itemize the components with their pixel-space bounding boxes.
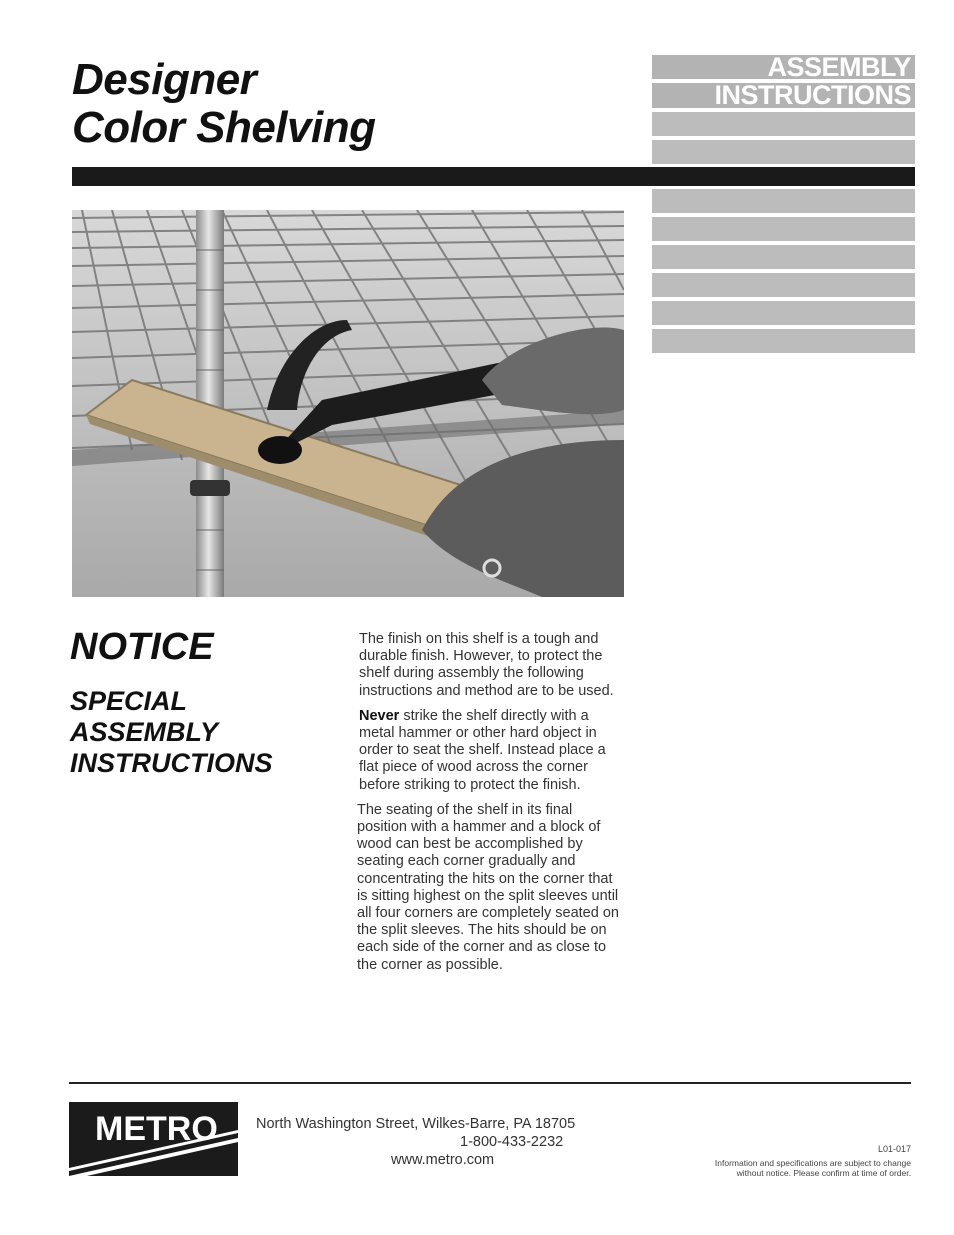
decorative-bar: [652, 140, 915, 164]
logo-text: METRO: [95, 1110, 218, 1148]
assembly-instructions-label: [652, 52, 915, 168]
title-line-1: Designer: [72, 55, 257, 104]
disclaimer-line-1: Information and specifications are subject to change: [714, 1158, 911, 1168]
instructions-body: [359, 631, 624, 982]
paragraph-never-text: strike the shelf directly with a metal hammer or other hard object in order to seat the shelf. Instead place a flat piece of wood across the corner before striking to protect the finish.: [359, 707, 606, 793]
decorative-bar: [652, 217, 915, 241]
hammer-on-shelf-photo: [72, 210, 624, 597]
label-assembly: ASSEMBLY: [652, 55, 915, 79]
website-link[interactable]: www.metro.com: [391, 1152, 495, 1168]
address: North Washington Street, Wilkes-Barre, PA 18705: [256, 1116, 576, 1132]
decorative-bar: [652, 273, 915, 297]
metro-logo: [69, 1102, 238, 1176]
special-line-2: ASSEMBLY: [70, 717, 219, 747]
paragraph-seating: The seating of the shelf in its final position with a hammer and a block of wood can best be accomplished by seating each corner gradually and concentrating the hits on the corner that is sitting highest on the split sleeves until all four corners are completely seated on the split sleeves. The hits should be on each side of the corner and as close to the corner as possible.: [357, 801, 619, 973]
notice-heading: NOTICE: [70, 626, 214, 668]
paragraph-never: [359, 708, 624, 794]
decorative-bar: [652, 245, 915, 269]
label-instructions: INSTRUCTIONS: [652, 83, 915, 108]
footer-rule: [69, 1082, 911, 1084]
disclaimer-line-2: without notice. Please confirm at time of order.: [736, 1168, 911, 1178]
decorative-bar: [652, 112, 915, 136]
decorative-bar-stack: [652, 189, 915, 357]
never-emphasis: Never: [359, 707, 400, 724]
disclaimer: [651, 1158, 911, 1178]
special-instructions-heading: [70, 686, 273, 779]
decorative-bar: [652, 189, 915, 213]
document-code: L01-017: [877, 1144, 911, 1154]
decorative-bar: [652, 329, 915, 353]
header-rule: [72, 167, 915, 186]
special-line-1: SPECIAL: [70, 686, 188, 716]
paragraph-finish: The finish on this shelf is a tough and durable finish. However, to protect the shelf during assembly the following instructions and method are to be used.: [359, 631, 614, 699]
phone-number: 1-800-433-2232: [460, 1134, 564, 1150]
special-line-3: INSTRUCTIONS: [70, 748, 273, 778]
decorative-bar: [652, 301, 915, 325]
document-title: [72, 56, 375, 152]
title-line-2: Color Shelving: [72, 103, 376, 152]
